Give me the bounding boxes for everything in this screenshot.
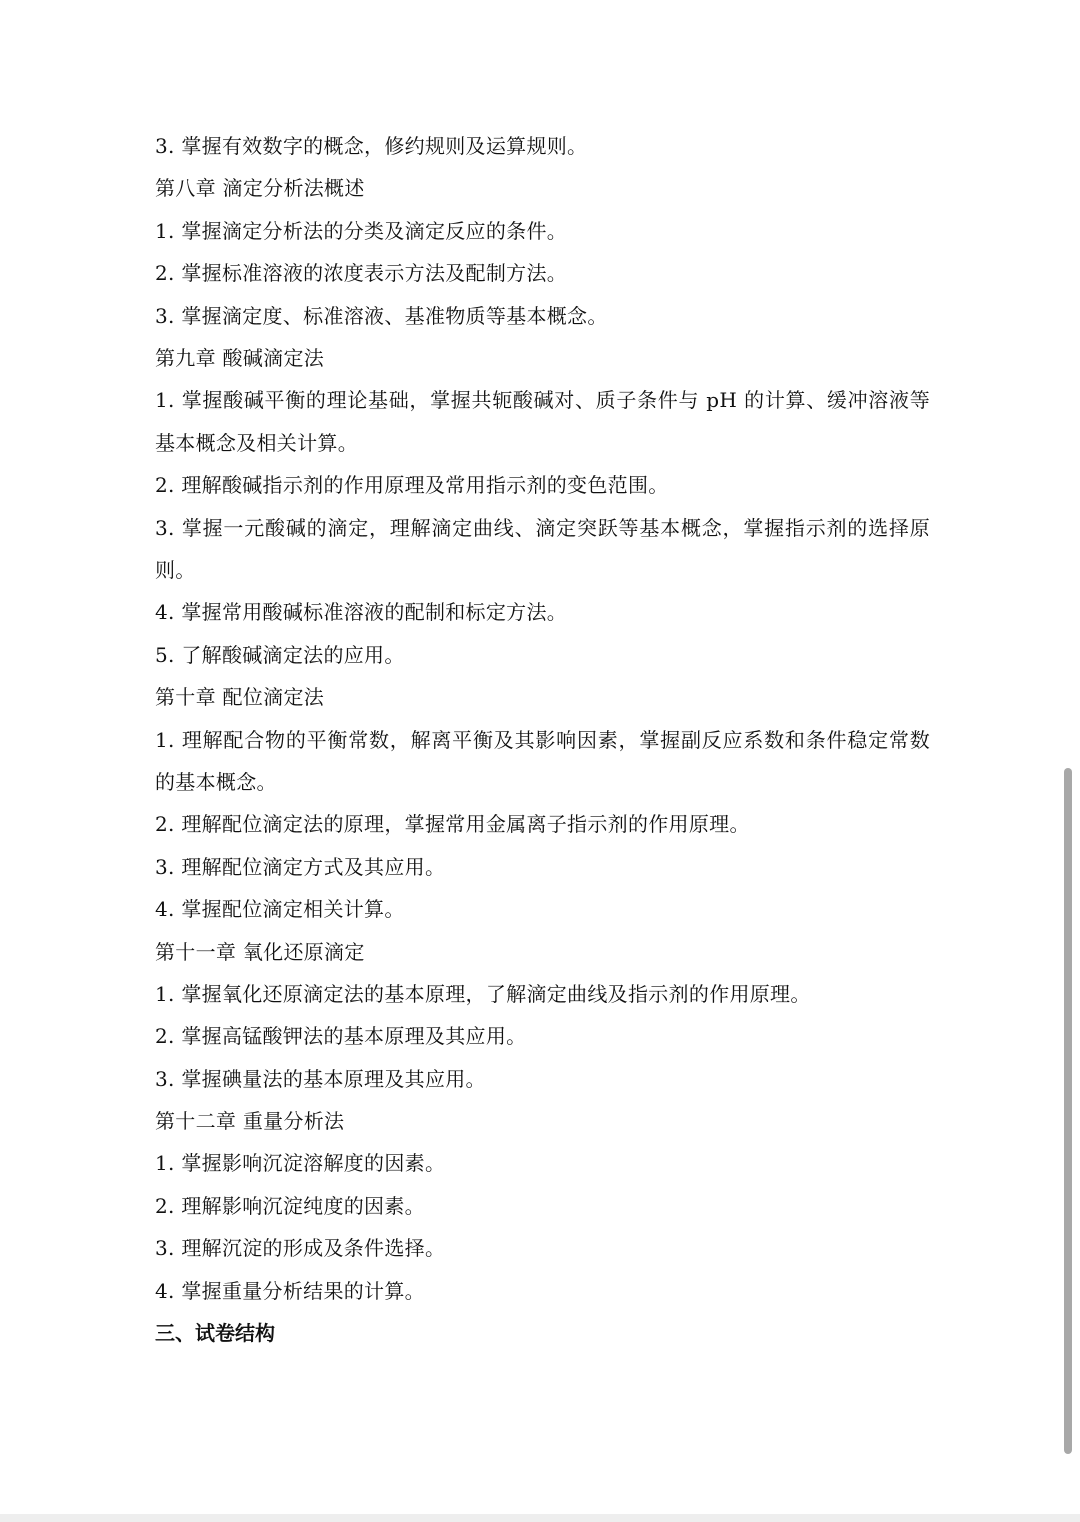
- list-item: 3. 掌握一元酸碱的滴定，理解滴定曲线、滴定突跃等基本概念，掌握指示剂的选择原则。: [155, 515, 930, 582]
- list-item: 2. 理解配位滴定法的原理，掌握常用金属离子指示剂的作用原理。: [155, 812, 750, 837]
- list-item: 3. 掌握有效数字的概念，修约规则及运算规则。: [155, 134, 588, 158]
- bottom-edge-bar: [0, 1514, 1080, 1522]
- list-item: 2. 掌握标准溶液的浓度表示方法及配制方法。: [155, 261, 568, 286]
- list-item: 3. 掌握碘量法的基本原理及其应用。: [155, 1066, 486, 1091]
- list-item: 3. 掌握滴定度、标准溶液、基准物质等基本概念。: [155, 303, 608, 328]
- list-item: 4. 掌握重量分析结果的计算。: [155, 1278, 425, 1303]
- list-item: 3. 理解沉淀的形成及条件选择。: [155, 1236, 446, 1261]
- list-item: 1. 掌握氧化还原滴定法的基本原理，了解滴定曲线及指示剂的作用原理。: [155, 981, 811, 1006]
- list-item: 2. 理解影响沉淀纯度的因素。: [155, 1193, 425, 1218]
- list-item: 4. 掌握配位滴定相关计算。: [155, 897, 405, 922]
- list-item: 5. 了解酸碱滴定法的应用。: [155, 642, 405, 667]
- list-item: 1. 掌握酸碱平衡的理论基础，掌握共轭酸碱对、质子条件与 pH 的计算、缓冲溶液等基本概念及相关计算。: [155, 388, 930, 455]
- list-item: 2. 掌握高锰酸钾法的基本原理及其应用。: [155, 1024, 527, 1049]
- list-item: 1. 掌握滴定分析法的分类及滴定反应的条件。: [155, 218, 568, 243]
- chapter-heading: 第十二章 重量分析法: [155, 1109, 345, 1134]
- scrollbar-thumb[interactable]: [1064, 768, 1072, 1454]
- chapter-heading: 第九章 酸碱滴定法: [155, 345, 325, 370]
- chapter-heading: 第八章 滴定分析法概述: [155, 176, 365, 201]
- list-item: 1. 掌握影响沉淀溶解度的因素。: [155, 1151, 446, 1176]
- section-heading: 三、试卷结构: [155, 1321, 275, 1346]
- list-item: 4. 掌握常用酸碱标准溶液的配制和标定方法。: [155, 600, 568, 625]
- list-item: 2. 理解酸碱指示剂的作用原理及常用指示剂的变色范围。: [155, 473, 669, 498]
- document-content: [155, 125, 930, 1354]
- list-item: 1. 理解配合物的平衡常数，解离平衡及其影响因素，掌握副反应系数和条件稳定常数的基本概念。: [155, 727, 930, 794]
- chapter-heading: 第十一章 氧化还原滴定: [155, 939, 365, 964]
- chapter-heading: 第十章 配位滴定法: [155, 685, 325, 710]
- list-item: 3. 理解配位滴定方式及其应用。: [155, 854, 446, 879]
